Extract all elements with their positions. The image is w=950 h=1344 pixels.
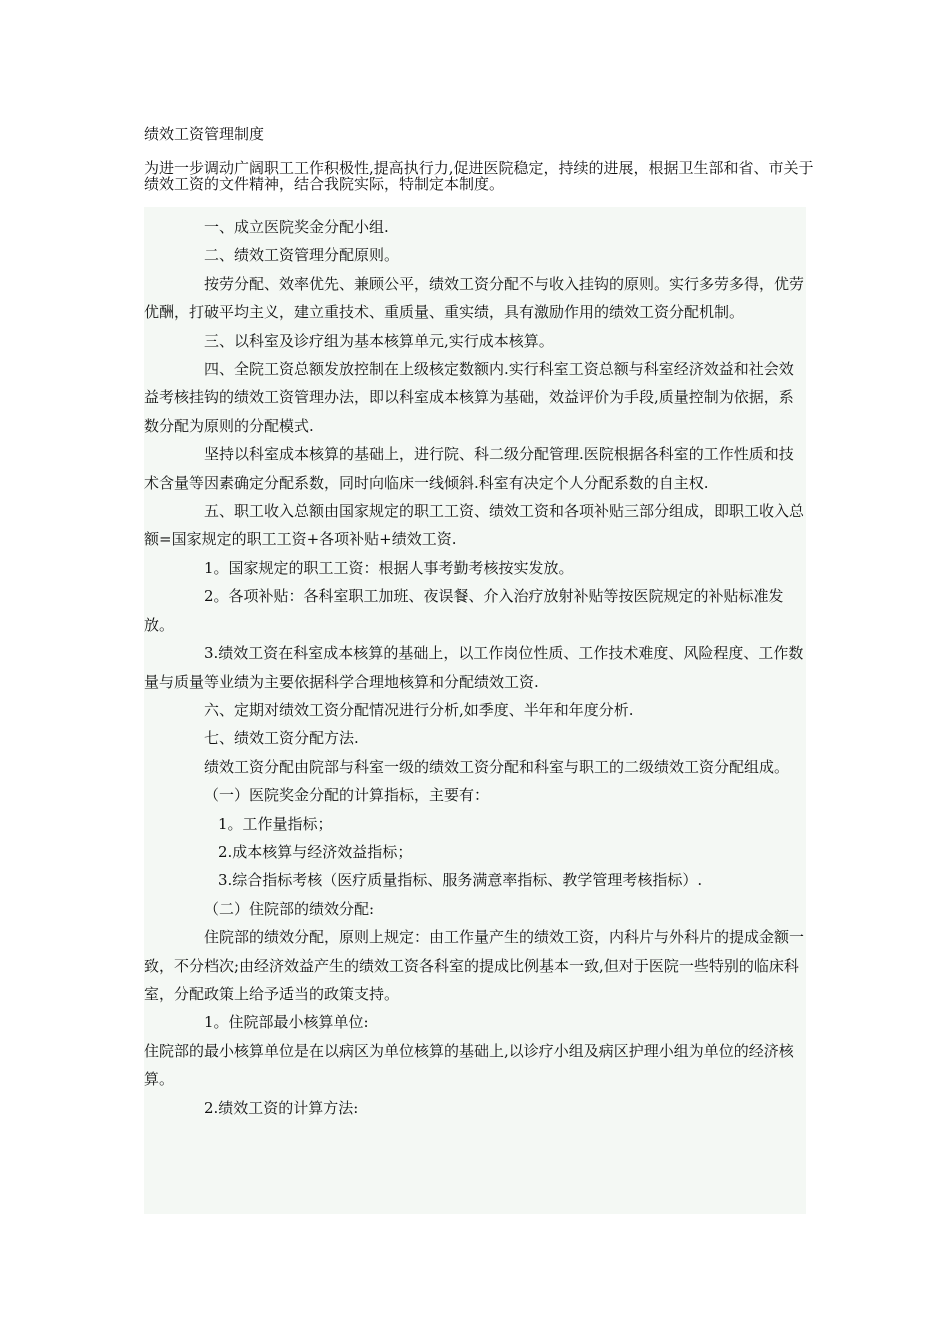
- paragraph: 住院部的绩效分配，原则上规定：由工作量产生的绩效工资，内科片与外科片的提成金额一致，不分档次;由经济效益产生的绩效工资各科室的提成比例基本一致,但对于医院一些特别的临床科室，分配政策上给予适当的政策支持。: [144, 928, 805, 1003]
- paragraph: 二、绩效工资管理分配原则。: [204, 246, 400, 265]
- document-intro: 为进一步调动广阔职工工作积极性,提高执行力,促进医院稳定，持续的进展，根据卫生部和省、市关于绩效工资的文件精神，结合我院实际，特制定本制度。: [144, 159, 814, 193]
- document-content: [144, 207, 806, 1122]
- paragraph: 绩效工资分配由院部与科室一级的绩效工资分配和科室与职工的二级绩效工资分配组成。: [204, 757, 790, 776]
- paragraph: 1。住院部最小核算单位:: [204, 1013, 369, 1032]
- paragraph: 六、定期对绩效工资分配情况进行分析,如季度、半年和年度分析.: [204, 700, 634, 719]
- paragraph: 七、绩效工资分配方法.: [204, 729, 359, 748]
- paragraph: 2.绩效工资的计算方法:: [204, 1098, 359, 1117]
- document-title: 绩效工资管理制度: [144, 125, 265, 143]
- paragraph: （一）医院奖金分配的计算指标，主要有：: [204, 786, 490, 805]
- paragraph: 按劳分配、效率优先、兼顾公平，绩效工资分配不与收入挂钩的原则。实行多劳多得，优劳优酬，打破平均主义，建立重技术、重质量、重实绩，具有激励作用的绩效工资分配机制。: [144, 274, 805, 322]
- paragraph: 五、职工收入总额由国家规定的职工工资、绩效工资和各项补贴三部分组成，即职工收入总额=国家规定的职工工资+各项补贴+绩效工资.: [144, 502, 805, 549]
- paragraph: 1。工作量指标；: [218, 814, 333, 833]
- paragraph: 住院部的最小核算单位是在以病区为单位核算的基础上,以诊疗小组及病区护理小组为单位的经济核算。: [144, 1041, 794, 1089]
- paragraph: （二）住院部的绩效分配:: [204, 899, 375, 918]
- paragraph: 3.绩效工资在科室成本核算的基础上，以工作岗位性质、工作技术难度、风险程度、工作数量与质量等业绩为主要依据科学合理地核算和分配绩效工资.: [144, 644, 804, 691]
- paragraph: 2。各项补贴：各科室职工加班、夜误餐、介入治疗放射补贴等按医院规定的补贴标准发放。: [144, 587, 784, 634]
- document-body: [144, 207, 806, 1214]
- paragraph: 一、成立医院奖金分配小组.: [204, 218, 389, 236]
- paragraph: 2.成本核算与经济效益指标；: [218, 842, 413, 861]
- paragraph: 坚持以科室成本核算的基础上，进行院、科二级分配管理.医院根据各科室的工作性质和技术含量等因素确定分配系数，同时向临床一线倾斜.科室有决定个人分配系数的自主权.: [144, 445, 794, 492]
- paragraph: 3.综合指标考核（医疗质量指标、服务满意率指标、教学管理考核指标）.: [218, 871, 703, 890]
- paragraph: 三、以科室及诊疗组为基本核算单元,实行成本核算。: [204, 331, 554, 350]
- paragraph: 四、全院工资总额发放控制在上级核定数额内.实行科室工资总额与科室经济效益和社会效益考核挂钩的绩效工资管理办法，即以科室成本核算为基础，效益评价为手段,质量控制为依据，系数分配为原则的分配模式.: [144, 360, 794, 435]
- paragraph: 1。国家规定的职工工资：根据人事考勤考核按实发放。: [204, 558, 574, 577]
